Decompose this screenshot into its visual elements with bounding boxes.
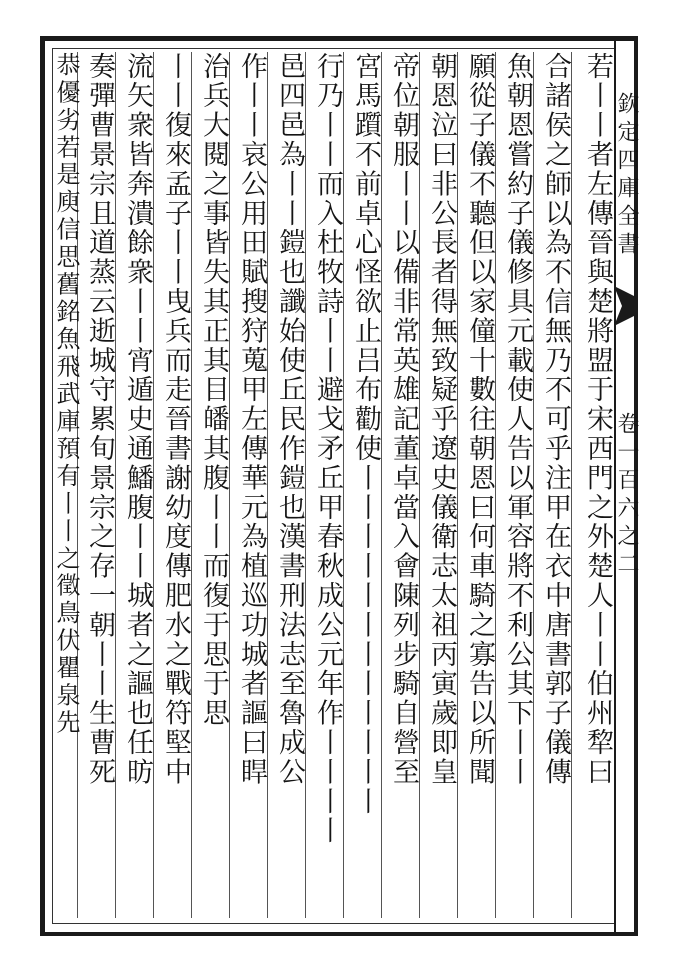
text-column-2: 合諸侯之師以為不信無乃不可乎注甲在衣中唐書郭子儀傳 xyxy=(540,52,571,787)
text-column-3: 魚朝恩嘗約子儀修具元載使人告以軍容將不利公其下丨丨 xyxy=(502,52,533,787)
fishtail-mark-icon xyxy=(614,286,638,326)
text-column-15: 恭優劣若是庾信思舊銘魚飛武庫預有丨丨之徵鳥伏瞿泉先 xyxy=(52,52,80,737)
text-column-10: 作丨丨哀公用田賦搜狩蒐甲左傳華元為植巡功城者謳曰睅 xyxy=(236,52,267,787)
text-column-13: 流矢衆皆奔潰餘衆丨丨宵遁史通鱕腹丨丨城者之謳也任昉 xyxy=(122,52,153,787)
text-column-4: 願從子儀不聽但以家僮十數往朝恩曰何車騎之寡告以所聞 xyxy=(464,52,495,787)
volume-label: 卷一百六之二 xyxy=(614,412,639,580)
text-column-5: 朝恩泣曰非公長者得無致疑乎遼史儀衛志太祖丙寅歲即皇 xyxy=(426,52,457,787)
text-column-11: 治兵大閱之事皆失其正其目皤其腹丨丨而復于思于思 xyxy=(198,52,229,729)
text-column-6: 帝位朝服丨丨以備非常英雄記董卓當入會陳列步騎自營至 xyxy=(388,52,419,787)
text-column-14: 奏彈曹景宗且道蒸云逝城守累旬景宗之存一朝丨丨生曹死 xyxy=(84,52,115,787)
text-column-7: 宮馬躓不前卓心怪欲止吕布勸使丨丨丨丨丨丨丨丨丨丨丨丨 xyxy=(350,52,381,817)
text-column-1: 若丨丨者左傳晉與楚將盟于宋西門之外楚人丨丨伯州犂曰 xyxy=(582,52,613,787)
text-column-12: 丨丨復來孟子丨丨曳兵而走晉書謝幼度傳肥水之戰符堅中 xyxy=(160,52,191,787)
book-title: 欽定四庫全書 xyxy=(614,92,639,260)
text-column-8: 行乃丨丨而入杜牧詩丨丨避戈矛丘甲春秋成公元年作丨丨丨丨 xyxy=(312,52,343,846)
text-column-9: 邑四邑為丨丨鎧也讖始使丘民作鎧也漢書刑法志至魯成公 xyxy=(274,52,305,787)
